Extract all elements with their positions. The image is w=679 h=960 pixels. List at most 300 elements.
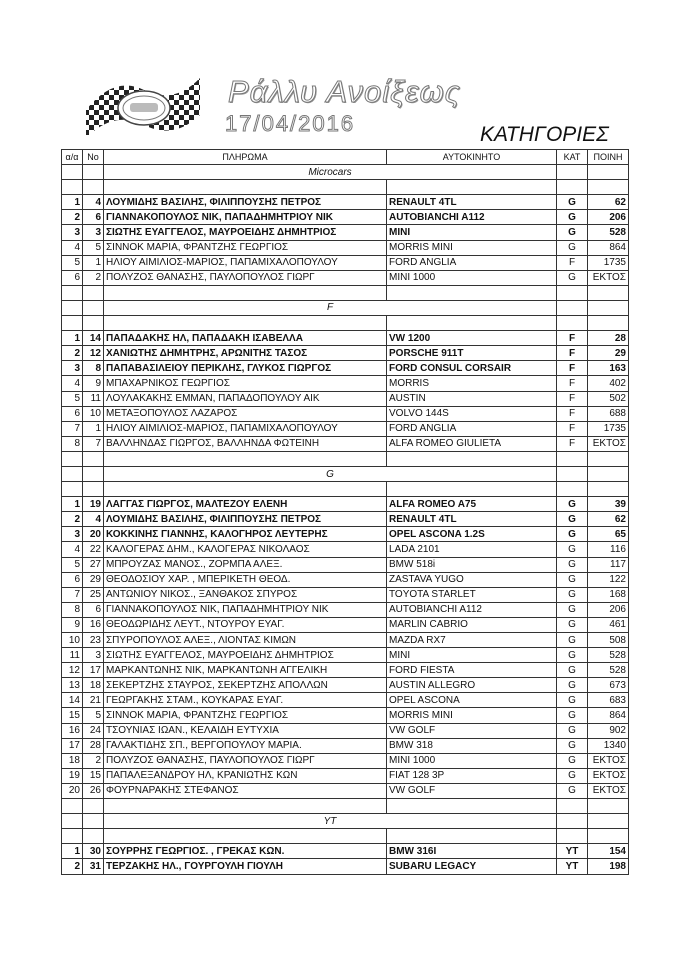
empty-cell xyxy=(557,300,588,315)
category: G xyxy=(557,195,588,210)
empty-cell xyxy=(83,316,104,331)
table-row xyxy=(62,421,629,436)
crew-names: ΣΕΚΕΡΤΖΗΣ ΣΤΑΥΡΟΣ, ΣΕΚΕΡΤΖΗΣ ΑΠΟΛΛΩΝ xyxy=(104,678,387,693)
empty-cell xyxy=(557,316,588,331)
race-number: 5 xyxy=(83,708,104,723)
table-row xyxy=(62,346,629,361)
row-index: 19 xyxy=(62,768,83,783)
row-index: 11 xyxy=(62,648,83,663)
table-row xyxy=(62,633,629,648)
row-index: 4 xyxy=(62,542,83,557)
empty-cell xyxy=(557,466,588,481)
empty-cell xyxy=(104,285,387,300)
car-model: MARLIN CABRIO xyxy=(387,617,557,632)
race-number: 11 xyxy=(83,391,104,406)
category: G xyxy=(557,225,588,240)
crew-names: ΛΟΥΜΙΔΗΣ ΒΑΣΙΛΗΣ, ΦΙΛΙΠΠΟΥΣΗΣ ΠΕΤΡΟΣ xyxy=(104,512,387,527)
categories-heading: ΚΑΤΗΓΟΡΙΕΣ xyxy=(480,123,609,146)
race-number: 6 xyxy=(83,210,104,225)
table-row xyxy=(62,406,629,421)
table-row xyxy=(62,225,629,240)
empty-cell xyxy=(62,300,83,315)
empty-cell xyxy=(62,814,83,829)
car-model: FORD ANGLIA xyxy=(387,421,557,436)
crew-names: ΛΟΥΜΙΔΗΣ ΒΑΣΙΛΗΣ, ΦΙΛΙΠΠΟΥΣΗΣ ΠΕΤΡΟΣ xyxy=(104,195,387,210)
section-header-row xyxy=(62,814,629,829)
empty-cell xyxy=(83,451,104,466)
penalty-points: 1735 xyxy=(588,421,629,436)
category: F xyxy=(557,436,588,451)
penalty-points: ΕΚΤΟΣ xyxy=(588,783,629,798)
crew-names: ΧΑΝΙΩΤΗΣ ΔΗΜΗΤΡΗΣ, ΑΡΩΝΙΤΗΣ ΤΑΣΟΣ xyxy=(104,346,387,361)
row-index: 5 xyxy=(62,391,83,406)
results-table xyxy=(61,149,629,875)
race-number: 26 xyxy=(83,783,104,798)
penalty-points: 206 xyxy=(588,210,629,225)
table-row xyxy=(62,331,629,346)
car-model: MINI xyxy=(387,225,557,240)
table-row xyxy=(62,844,629,859)
race-number: 18 xyxy=(83,678,104,693)
car-model: OPEL ASCONA 1.2S xyxy=(387,527,557,542)
empty-cell xyxy=(588,316,629,331)
row-index: 2 xyxy=(62,210,83,225)
empty-cell xyxy=(588,482,629,497)
table-row xyxy=(62,783,629,798)
crew-names: ΘΕΟΔΩΡΙΔΗΣ ΛΕΥΤ., ΝΤΟΥΡΟΥ ΕΥΑΓ. xyxy=(104,617,387,632)
car-model: PORSCHE 911T xyxy=(387,346,557,361)
empty-cell xyxy=(387,285,557,300)
car-model: VW GOLF xyxy=(387,723,557,738)
empty-cell xyxy=(588,451,629,466)
row-index: 6 xyxy=(62,406,83,421)
empty-cell xyxy=(62,482,83,497)
race-number: 30 xyxy=(83,844,104,859)
empty-cell xyxy=(62,316,83,331)
table-row xyxy=(62,557,629,572)
spacer-row xyxy=(62,316,629,331)
crew-names: ΜΠΑΧΑΡΝΙΚΟΣ ΓΕΩΡΓΙΟΣ xyxy=(104,376,387,391)
table-row xyxy=(62,738,629,753)
race-number: 17 xyxy=(83,663,104,678)
penalty-points: 461 xyxy=(588,617,629,632)
row-index: 7 xyxy=(62,421,83,436)
crew-names: ΑΝΤΩΝΙΟΥ ΝΙΚΟΣ., ΞΑΝΘΑΚΟΣ ΣΠΥΡΟΣ xyxy=(104,587,387,602)
row-index: 1 xyxy=(62,497,83,512)
category: F xyxy=(557,391,588,406)
race-number: 3 xyxy=(83,648,104,663)
race-number: 19 xyxy=(83,497,104,512)
table-row xyxy=(62,602,629,617)
row-index: 3 xyxy=(62,225,83,240)
col-header-no: Νο xyxy=(83,150,104,165)
table-body xyxy=(62,165,629,874)
row-index: 2 xyxy=(62,859,83,874)
car-model: AUSTIN xyxy=(387,391,557,406)
race-number: 21 xyxy=(83,693,104,708)
crew-names: ΣΙΩΤΗΣ ΕΥΑΓΓΕΛΟΣ, ΜΑΥΡΟΕΙΔΗΣ ΔΗΜΗΤΡΙΟΣ xyxy=(104,648,387,663)
table-row xyxy=(62,678,629,693)
crew-names: ΣΠΥΡΟΠΟΥΛΟΣ ΑΛΕΞ., ΛΙΟΝΤΑΣ ΚΙΜΩΝ xyxy=(104,633,387,648)
race-number: 4 xyxy=(83,195,104,210)
empty-cell xyxy=(557,285,588,300)
empty-cell xyxy=(62,466,83,481)
category: G xyxy=(557,663,588,678)
penalty-points: 206 xyxy=(588,602,629,617)
car-model: SUBARU LEGACY xyxy=(387,859,557,874)
table-row xyxy=(62,527,629,542)
penalty-points: 864 xyxy=(588,708,629,723)
empty-cell xyxy=(588,829,629,844)
car-model: VOLVO 144S xyxy=(387,406,557,421)
category: G xyxy=(557,738,588,753)
col-header-crew: ΠΛΗΡΩΜΑ xyxy=(104,150,387,165)
table-row xyxy=(62,708,629,723)
empty-cell xyxy=(83,180,104,195)
crew-names: ΓΑΛΑΚΤΙΔΗΣ ΣΠ., ΒΕΡΓΟΠΟΥΛΟΥ ΜΑΡΙΑ. xyxy=(104,738,387,753)
race-number: 9 xyxy=(83,376,104,391)
race-number: 10 xyxy=(83,406,104,421)
race-number: 31 xyxy=(83,859,104,874)
crew-names: ΣΟΥΡΡΗΣ ΓΕΩΡΓΙΟΣ. , ΓΡΕΚΑΣ ΚΩΝ. xyxy=(104,844,387,859)
penalty-points: 864 xyxy=(588,240,629,255)
race-number: 1 xyxy=(83,421,104,436)
row-index: 6 xyxy=(62,270,83,285)
car-model: FORD ANGLIA xyxy=(387,255,557,270)
category: G xyxy=(557,633,588,648)
race-number: 14 xyxy=(83,331,104,346)
empty-cell xyxy=(557,814,588,829)
row-index: 5 xyxy=(62,557,83,572)
empty-cell xyxy=(83,165,104,180)
row-index: 12 xyxy=(62,663,83,678)
crew-names: ΤΣΟΥΝΙΑΣ ΙΩΑΝ., ΚΕΛΑΙΔΗ ΕΥΤΥΧΙΑ xyxy=(104,723,387,738)
penalty-points: 683 xyxy=(588,693,629,708)
race-number: 7 xyxy=(83,436,104,451)
table-row xyxy=(62,512,629,527)
empty-cell xyxy=(104,829,387,844)
crew-names: ΠΟΛΥΖΟΣ ΘΑΝΑΣΗΣ, ΠΑΥΛΟΠΟΥΛΟΣ ΓΙΩΡΓ xyxy=(104,270,387,285)
category: G xyxy=(557,783,588,798)
empty-cell xyxy=(557,829,588,844)
table-row xyxy=(62,210,629,225)
empty-cell xyxy=(104,799,387,814)
penalty-points: 62 xyxy=(588,195,629,210)
empty-cell xyxy=(62,799,83,814)
race-number: 22 xyxy=(83,542,104,557)
row-index: 18 xyxy=(62,753,83,768)
crew-names: ΘΕΟΔΟΣΙΟΥ ΧΑΡ. , ΜΠΕΡΙΚΕΤΗ ΘΕΟΔ. xyxy=(104,572,387,587)
car-model: OPEL ASCONA xyxy=(387,693,557,708)
table-row xyxy=(62,361,629,376)
empty-cell xyxy=(387,451,557,466)
race-number: 4 xyxy=(83,512,104,527)
category: G xyxy=(557,678,588,693)
empty-cell xyxy=(62,165,83,180)
empty-cell xyxy=(62,451,83,466)
row-index: 1 xyxy=(62,195,83,210)
empty-cell xyxy=(588,300,629,315)
col-header-aa: α/α xyxy=(62,150,83,165)
penalty-points: 29 xyxy=(588,346,629,361)
crew-names: ΓΙΑΝΝΑΚΟΠΟΥΛΟΣ ΝΙΚ, ΠΑΠΑΔΗΜΗΤΡΙΟΥ ΝΙΚ xyxy=(104,602,387,617)
table-row xyxy=(62,497,629,512)
empty-cell xyxy=(83,482,104,497)
table-row xyxy=(62,270,629,285)
crew-names: ΠΑΠΑΛΕΞΑΝΔΡΟΥ ΗΛ, ΚΡΑΝΙΩΤΗΣ ΚΩΝ xyxy=(104,768,387,783)
empty-cell xyxy=(557,165,588,180)
row-index: 3 xyxy=(62,361,83,376)
table-row xyxy=(62,617,629,632)
col-header-cat: ΚΑΤ xyxy=(557,150,588,165)
race-number: 15 xyxy=(83,768,104,783)
category: G xyxy=(557,240,588,255)
table-row xyxy=(62,693,629,708)
empty-cell xyxy=(557,451,588,466)
table-row xyxy=(62,648,629,663)
car-model: BMW 518i xyxy=(387,557,557,572)
car-model: MINI xyxy=(387,648,557,663)
empty-cell xyxy=(104,316,387,331)
penalty-points: 528 xyxy=(588,648,629,663)
penalty-points: ΕΚΤΟΣ xyxy=(588,753,629,768)
car-model: MORRIS MINI xyxy=(387,708,557,723)
car-model: FORD FIESTA xyxy=(387,663,557,678)
car-model: RENAULT 4TL xyxy=(387,512,557,527)
penalty-points: 163 xyxy=(588,361,629,376)
crew-names: ΗΛΙΟΥ ΑΙΜΙΛΙΟΣ-ΜΑΡΙΟΣ, ΠΑΠΑΜΙΧΑΛΟΠΟΥΛΟΥ xyxy=(104,421,387,436)
empty-cell xyxy=(62,829,83,844)
penalty-points: 122 xyxy=(588,572,629,587)
table-row xyxy=(62,859,629,874)
race-number: 3 xyxy=(83,225,104,240)
crew-names: ΗΛΙΟΥ ΑΙΜΙΛΙΟΣ-ΜΑΡΙΟΣ, ΠΑΠΑΜΙΧΑΛΟΠΟΥΛΟΥ xyxy=(104,255,387,270)
category: G xyxy=(557,693,588,708)
row-index: 13 xyxy=(62,678,83,693)
empty-cell xyxy=(387,799,557,814)
empty-cell xyxy=(104,482,387,497)
row-index: 1 xyxy=(62,331,83,346)
car-model: MINI 1000 xyxy=(387,753,557,768)
crew-names: ΓΙΑΝΝΑΚΟΠΟΥΛΟΣ ΝΙΚ, ΠΑΠΑΔΗΜΗΤΡΙΟΥ ΝΙΚ xyxy=(104,210,387,225)
table-row xyxy=(62,391,629,406)
row-index: 4 xyxy=(62,376,83,391)
spacer-row xyxy=(62,799,629,814)
race-number: 8 xyxy=(83,361,104,376)
car-model: MAZDA RX7 xyxy=(387,633,557,648)
row-index: 9 xyxy=(62,617,83,632)
car-model: LADA 2101 xyxy=(387,542,557,557)
car-model: VW 1200 xyxy=(387,331,557,346)
category: F xyxy=(557,376,588,391)
crew-names: ΠΑΠΑΒΑΣΙΛΕΙΟΥ ΠΕΡΙΚΛΗΣ, ΓΛΥΚΟΣ ΓΙΩΡΓΟΣ xyxy=(104,361,387,376)
race-number: 29 xyxy=(83,572,104,587)
table-header-row xyxy=(62,150,629,165)
penalty-points: 28 xyxy=(588,331,629,346)
empty-cell xyxy=(104,451,387,466)
row-index: 15 xyxy=(62,708,83,723)
penalty-points: 1340 xyxy=(588,738,629,753)
car-model: ZASTAVA YUGO xyxy=(387,572,557,587)
penalty-points: 1735 xyxy=(588,255,629,270)
crew-names: ΓΕΩΡΓΑΚΗΣ ΣΤΑΜ., ΚΟΥΚΑΡΑΣ ΕΥΑΓ. xyxy=(104,693,387,708)
penalty-points: 154 xyxy=(588,844,629,859)
penalty-points: 39 xyxy=(588,497,629,512)
table-row xyxy=(62,240,629,255)
penalty-points: 902 xyxy=(588,723,629,738)
car-model: MORRIS xyxy=(387,376,557,391)
table-row xyxy=(62,572,629,587)
penalty-points: 688 xyxy=(588,406,629,421)
table-row xyxy=(62,195,629,210)
race-number: 27 xyxy=(83,557,104,572)
category: G xyxy=(557,602,588,617)
penalty-points: 402 xyxy=(588,376,629,391)
penalty-points: 528 xyxy=(588,225,629,240)
crew-names: ΜΑΡΚΑΝΤΩΝΗΣ ΝΙΚ, ΜΑΡΚΑΝΤΩΝΗ ΑΓΓΕΛΙΚΗ xyxy=(104,663,387,678)
crew-names: ΛΟΥΛΑΚΑΚΗΣ ΕΜΜΑΝ, ΠΑΠΑΔΟΠΟΥΛΟΥ ΑΙΚ xyxy=(104,391,387,406)
crew-names: ΜΠΡΟΥΖΑΣ ΜΑΝΟΣ., ΖΟΡΜΠΑ ΑΛΕΞ. xyxy=(104,557,387,572)
empty-cell xyxy=(62,180,83,195)
category: YT xyxy=(557,844,588,859)
table-row xyxy=(62,542,629,557)
empty-cell xyxy=(83,814,104,829)
row-index: 1 xyxy=(62,844,83,859)
race-number: 20 xyxy=(83,527,104,542)
car-model: FIAT 128 3P xyxy=(387,768,557,783)
category: G xyxy=(557,270,588,285)
crew-names: ΒΑΛΛΗΝΔΑΣ ΓΙΩΡΓΟΣ, ΒΑΛΛΗΝΔΑ ΦΩΤΕΙΝΗ xyxy=(104,436,387,451)
category: G xyxy=(557,542,588,557)
category: F xyxy=(557,331,588,346)
car-model: AUTOBIANCHI A112 xyxy=(387,602,557,617)
col-header-penalty: ΠΟΙΝΗ xyxy=(588,150,629,165)
event-date: 17/04/2016 xyxy=(225,111,356,136)
penalty-points: ΕΚΤΟΣ xyxy=(588,768,629,783)
empty-cell xyxy=(387,829,557,844)
car-model: RENAULT 4TL xyxy=(387,195,557,210)
spacer-row xyxy=(62,829,629,844)
empty-cell xyxy=(104,180,387,195)
category: G xyxy=(557,708,588,723)
crew-names: ΣΙΝΝΟΚ ΜΑΡΙΑ, ΦΡΑΝΤΖΗΣ ΓΕΩΡΓΙΟΣ xyxy=(104,708,387,723)
table-row xyxy=(62,436,629,451)
race-number: 6 xyxy=(83,602,104,617)
category: G xyxy=(557,210,588,225)
category: F xyxy=(557,346,588,361)
row-index: 5 xyxy=(62,255,83,270)
empty-cell xyxy=(83,829,104,844)
race-number: 5 xyxy=(83,240,104,255)
crew-names: ΚΑΛΟΓΕΡΑΣ ΔΗΜ., ΚΑΛΟΓΕΡΑΣ ΝΙΚΟΛΑΟΣ xyxy=(104,542,387,557)
event-title: Ράλλυ Ανοίξεως xyxy=(228,74,461,109)
category: G xyxy=(557,527,588,542)
empty-cell xyxy=(62,285,83,300)
section-name: YT xyxy=(104,814,557,829)
category: G xyxy=(557,648,588,663)
category: F xyxy=(557,361,588,376)
row-index: 4 xyxy=(62,240,83,255)
car-model: BMW 316I xyxy=(387,844,557,859)
row-index: 20 xyxy=(62,783,83,798)
empty-cell xyxy=(588,799,629,814)
empty-cell xyxy=(588,285,629,300)
empty-cell xyxy=(83,300,104,315)
row-index: 6 xyxy=(62,572,83,587)
row-index: 2 xyxy=(62,512,83,527)
checkered-flag-logo xyxy=(84,70,202,140)
table-row xyxy=(62,376,629,391)
penalty-points: ΕΚΤΟΣ xyxy=(588,436,629,451)
section-name: Microcars xyxy=(104,165,557,180)
empty-cell xyxy=(83,799,104,814)
category: F xyxy=(557,406,588,421)
table-row xyxy=(62,587,629,602)
race-number: 2 xyxy=(83,753,104,768)
car-model: ALFA ROMEO A75 xyxy=(387,497,557,512)
race-number: 1 xyxy=(83,255,104,270)
empty-cell xyxy=(557,799,588,814)
penalty-points: 198 xyxy=(588,859,629,874)
section-header-row xyxy=(62,300,629,315)
car-model: FORD CONSUL CORSAIR xyxy=(387,361,557,376)
spacer-row xyxy=(62,180,629,195)
empty-cell xyxy=(557,180,588,195)
penalty-points: 528 xyxy=(588,663,629,678)
crew-names: ΛΑΓΓΑΣ ΓΙΩΡΓΟΣ, ΜΑΛΤΕΖΟΥ ΕΛΕΝΗ xyxy=(104,497,387,512)
race-number: 16 xyxy=(83,617,104,632)
crew-names: ΠΟΛΥΖΟΣ ΘΑΝΑΣΗΣ, ΠΑΥΛΟΠΟΥΛΟΣ ΓΙΩΡΓ xyxy=(104,753,387,768)
penalty-points: 117 xyxy=(588,557,629,572)
section-header-row xyxy=(62,165,629,180)
empty-cell xyxy=(588,165,629,180)
table-row xyxy=(62,663,629,678)
crew-names: ΜΕΤΑΞΟΠΟΥΛΟΣ ΛΑΖΑΡΟΣ xyxy=(104,406,387,421)
race-number: 23 xyxy=(83,633,104,648)
category: G xyxy=(557,587,588,602)
penalty-points: 116 xyxy=(588,542,629,557)
spacer-row xyxy=(62,285,629,300)
row-index: 17 xyxy=(62,738,83,753)
penalty-points: 673 xyxy=(588,678,629,693)
category: G xyxy=(557,753,588,768)
table-row xyxy=(62,255,629,270)
empty-cell xyxy=(83,466,104,481)
category: YT xyxy=(557,859,588,874)
empty-cell xyxy=(387,180,557,195)
table-row xyxy=(62,768,629,783)
crew-names: ΠΑΠΑΔΑΚΗΣ ΗΛ, ΠΑΠΑΔΑΚΗ ΙΣΑΒΕΛΛΑ xyxy=(104,331,387,346)
row-index: 16 xyxy=(62,723,83,738)
section-header-row xyxy=(62,466,629,481)
crew-names: ΣΙΝΝΟΚ ΜΑΡΙΑ, ΦΡΑΝΤΖΗΣ ΓΕΩΡΓΙΟΣ xyxy=(104,240,387,255)
car-model: BMW 318 xyxy=(387,738,557,753)
penalty-points: 62 xyxy=(588,512,629,527)
crew-names: ΦΟΥΡΝΑΡΑΚΗΣ ΣΤΕΦΑΝΟΣ xyxy=(104,783,387,798)
race-number: 12 xyxy=(83,346,104,361)
car-model: TOYOTA STARLET xyxy=(387,587,557,602)
empty-cell xyxy=(83,285,104,300)
car-model: MORRIS MINI xyxy=(387,240,557,255)
penalty-points: 502 xyxy=(588,391,629,406)
table-row xyxy=(62,753,629,768)
table-row xyxy=(62,723,629,738)
section-name: G xyxy=(104,466,557,481)
empty-cell xyxy=(387,316,557,331)
empty-cell xyxy=(387,482,557,497)
row-index: 7 xyxy=(62,587,83,602)
category: G xyxy=(557,617,588,632)
